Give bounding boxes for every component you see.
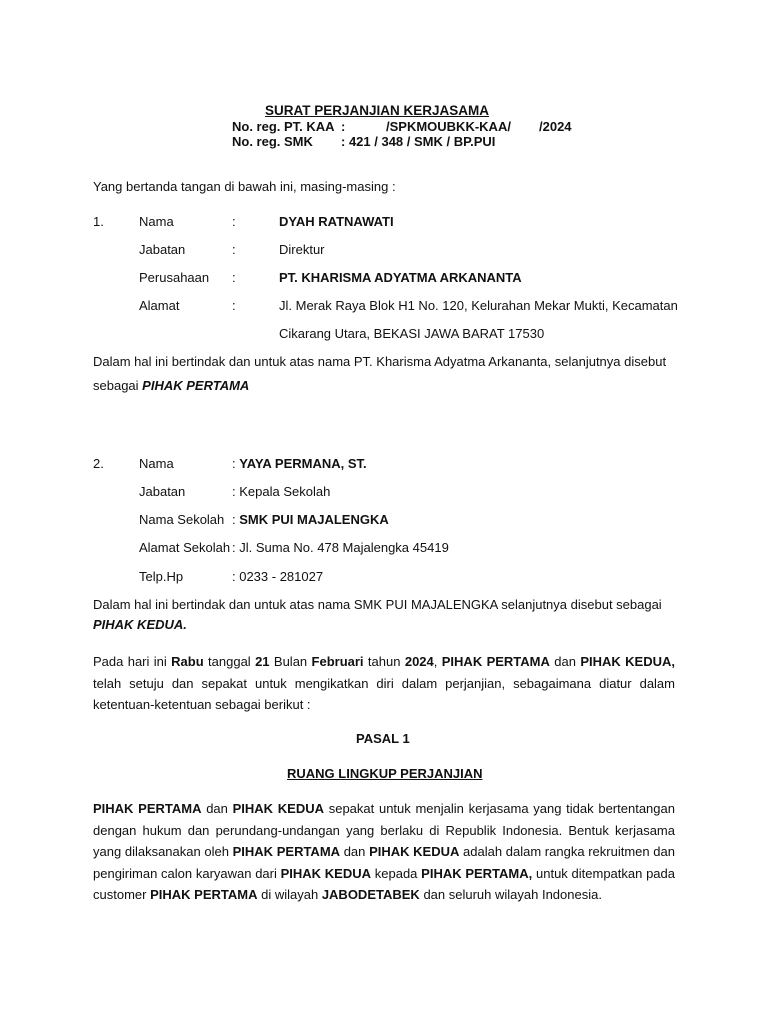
party1-position-value: Direktur	[279, 242, 325, 257]
party2-statement-line1: Dalam hal ini bertindak dan untuk atas nama SMK PUI MAJALENGKA selanjutnya disebut sebagai	[93, 597, 662, 612]
party2-phone-value: : 0233 - 281027	[232, 569, 324, 584]
agreement-text: dan	[554, 654, 576, 669]
document-title: SURAT PERJANJIAN KERJASAMA	[265, 103, 490, 118]
scope-region: JABODETABEK	[321, 887, 420, 902]
agreement-month: Februari	[311, 654, 364, 669]
scope-text: kepada	[374, 865, 418, 881]
party1-address-label: Alamat	[139, 298, 180, 313]
party2-role: PIHAK KEDUA.	[93, 617, 187, 632]
reg-kaa-colon: :	[341, 119, 346, 134]
scope-text: dan	[343, 844, 366, 859]
reg-kaa-value: /SPKMOUBKK-KAA/	[386, 119, 511, 134]
agreement-text: Bulan	[273, 654, 308, 669]
party1-statement-line1: Dalam hal ini bertindak dan untuk atas nama PT. Kharisma Adyatma Arkananta, selanjutnya disebut	[93, 354, 667, 369]
party1-name-colon: :	[232, 214, 236, 229]
agreement-text: tanggal	[208, 654, 251, 669]
party2-school-label: Nama Sekolah	[139, 512, 225, 527]
agreement-text: telah setuju dan sepakat untuk mengikatkan diri dalam perjanjian, sebagaimana diatur dalam ketentuan-ketentuan sebagai berikut :	[93, 675, 675, 712]
party2-number: 2.	[93, 456, 104, 471]
party1-company-label: Perusahaan	[139, 270, 210, 285]
party1-name-value: DYAH RATNAWATI	[279, 214, 394, 229]
party1-position-label: Jabatan	[139, 242, 186, 257]
party2-phone-label: Telp.Hp	[139, 569, 184, 584]
party2-school-strong: SMK PUI MAJALENGKA	[239, 512, 389, 527]
agreement-date: 21	[255, 654, 270, 669]
party2-name-strong: YAYA PERMANA, ST.	[239, 456, 367, 471]
party2-name-colon: :	[232, 456, 240, 471]
agreement-party2: PIHAK KEDUA,	[580, 654, 675, 669]
party2-school-value	[232, 512, 389, 528]
party2-name-value	[232, 456, 367, 472]
scope-party: PIHAK PERTAMA	[232, 844, 341, 859]
scope-text: dan	[206, 801, 228, 816]
party2-position-value: : Kepala Sekolah	[232, 484, 331, 499]
party1-company-value: PT. KHARISMA ADYATMA ARKANANTA	[279, 270, 522, 285]
scope-text: adalah dalam rangka rekruitmen dan pengiriman calon karyawan dari	[93, 844, 675, 881]
reg-kaa-year: /2024	[539, 119, 572, 134]
scope-text: untuk ditempatkan pada customer	[93, 865, 675, 902]
party1-address-value: Jl. Merak Raya Blok H1 No. 120, Kelurahan Mekar Mukti, Kecamatan	[279, 298, 678, 313]
reg-smk-value: : 421 / 348 / SMK / BP.PUI	[341, 134, 496, 149]
scope-party: PIHAK KEDUA	[280, 865, 372, 881]
party2-school-address-value: : Jl. Suma No. 478 Majalengka 45419	[232, 540, 449, 555]
party1-company-colon: :	[232, 270, 236, 285]
party1-address-colon: :	[232, 298, 236, 313]
party2-school-address-label: Alamat Sekolah	[139, 540, 231, 555]
pasal-title: RUANG LINGKUP PERJANJIAN	[287, 766, 483, 781]
party1-role: PIHAK PERTAMA	[142, 378, 250, 393]
party1-number: 1.	[93, 214, 104, 229]
scope-paragraph	[93, 798, 675, 906]
party1-address-line2: Cikarang Utara, BEKASI JAWA BARAT 17530	[279, 326, 545, 341]
agreement-text: Pada hari ini	[93, 654, 167, 669]
scope-party: PIHAK KEDUA	[369, 844, 460, 859]
scope-party: PIHAK PERTAMA	[93, 801, 202, 816]
agreement-text: tahun	[367, 654, 401, 669]
scope-party: PIHAK PERTAMA,	[421, 865, 533, 881]
party1-position-colon: :	[232, 242, 236, 257]
pasal-number: PASAL 1	[356, 731, 410, 746]
party2-position-label: Jabatan	[139, 484, 186, 499]
party2-name-label: Nama	[139, 456, 174, 471]
party1-statement-sebagai: sebagai	[93, 378, 139, 393]
reg-kaa-label: No. reg. PT. KAA	[232, 119, 335, 134]
agreement-paragraph	[93, 651, 675, 716]
agreement-text: ,	[433, 654, 438, 669]
scope-text: dan seluruh wilayah Indonesia.	[423, 887, 602, 902]
agreement-party1: PIHAK PERTAMA	[441, 654, 550, 669]
reg-smk-label: No. reg. SMK	[232, 134, 313, 149]
agreement-day: Rabu	[171, 654, 204, 669]
scope-party: PIHAK PERTAMA	[150, 887, 258, 902]
scope-party: PIHAK KEDUA	[232, 801, 324, 816]
scope-text: di wilayah	[261, 887, 319, 902]
party2-school-colon: :	[232, 512, 240, 527]
agreement-year: 2024	[404, 654, 434, 669]
intro-text: Yang bertanda tangan di bawah ini, masing-masing :	[93, 179, 396, 194]
scope-text: sepakat untuk menjalin kerjasama yang tidak bertentangan dengan hukum dan perundang-undangan yang berlaku di Republik Indonesia. Bentuk kerjasama yang dilaksanakan oleh	[93, 801, 675, 859]
party1-statement-line2	[93, 378, 249, 394]
party1-name-label: Nama	[139, 214, 174, 229]
